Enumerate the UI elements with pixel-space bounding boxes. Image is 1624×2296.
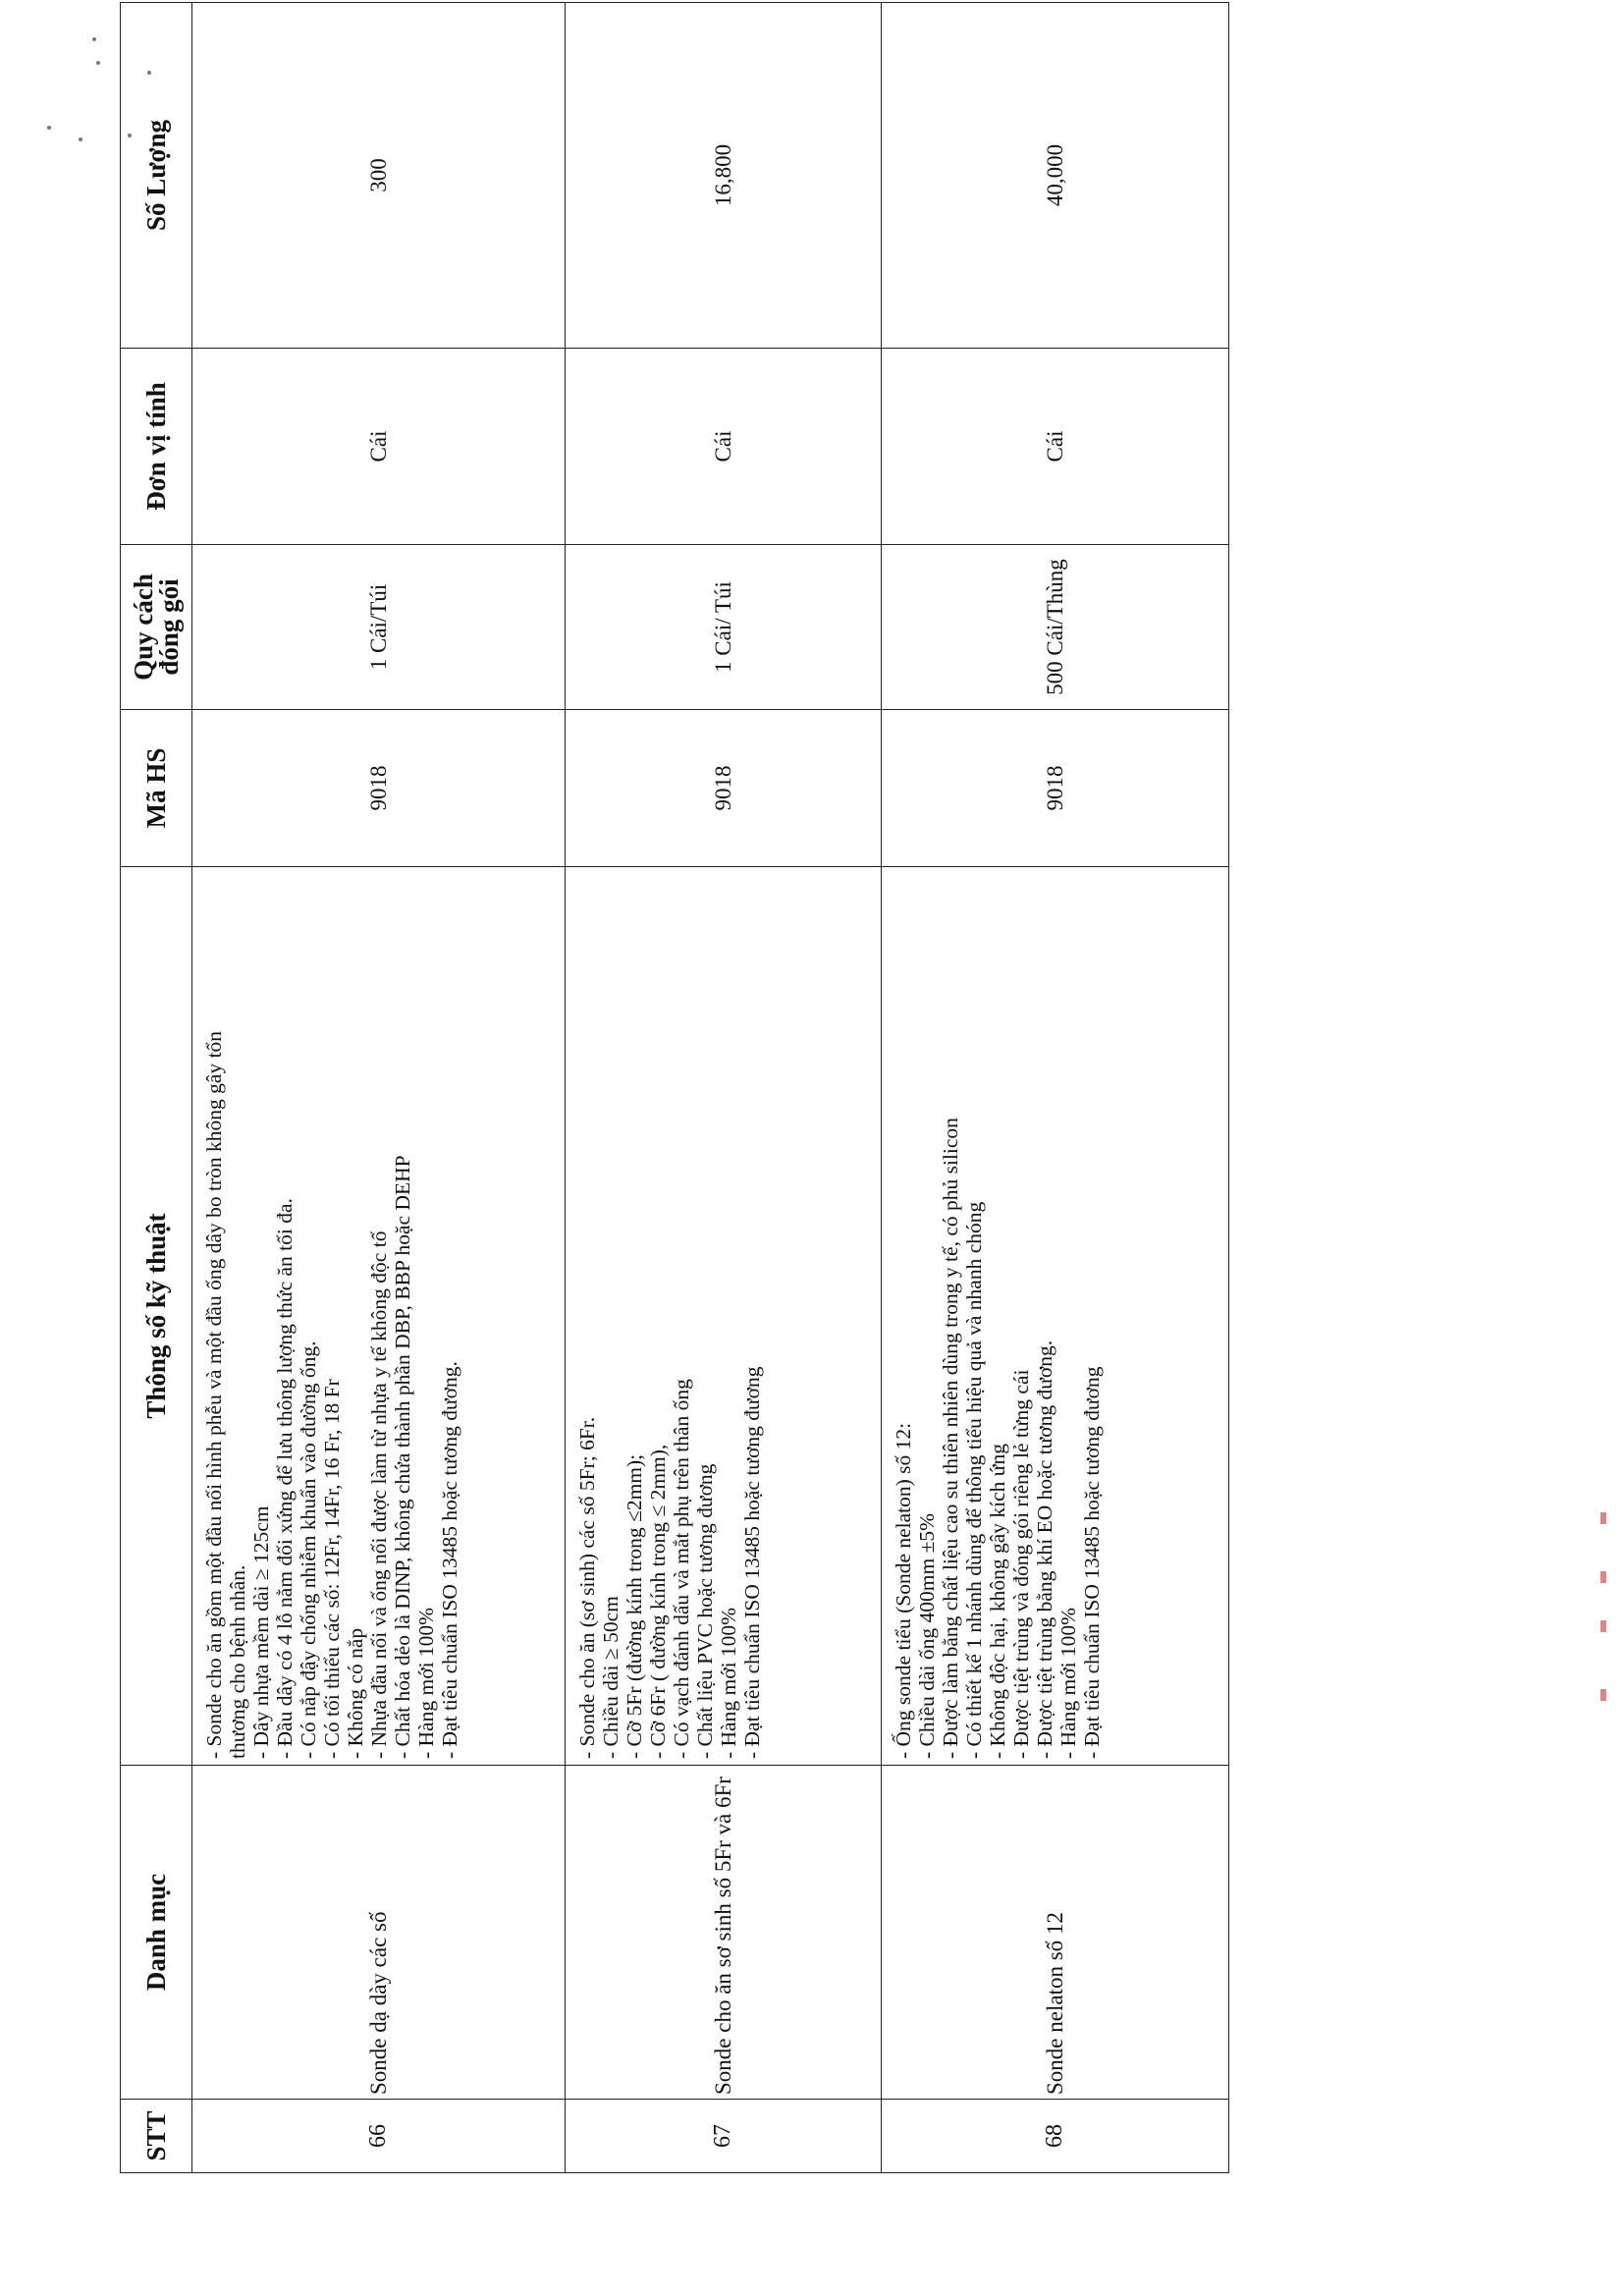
spec-line: - Đạt tiêu chuẩn ISO 13485 hoặc tương đương. (438, 1361, 461, 1759)
cell-stt: 66 (192, 2100, 566, 2173)
header-don-vi: Đơn vị tính (121, 349, 192, 545)
cell-so-luong: 40,000 (882, 3, 1229, 349)
spec-line: - Không có nắp (344, 1627, 367, 1759)
spec-line: - Chất liệu PVC hoặc tương đương (693, 1463, 717, 1759)
cell-stt: 67 (566, 2100, 882, 2173)
header-quy-cach: Quy cách đóng gói (121, 545, 192, 710)
product-spec-table (120, 2, 1229, 2173)
spec-line: - Cỡ 5Fr (đường kính trong ≤2mm); (623, 1453, 646, 1759)
cell-quy-cach: 500 Cái/Thùng (882, 545, 1229, 710)
rotated-table-container (120, 3, 1229, 2173)
header-thong-so: Thông số kỹ thuật (121, 867, 192, 1766)
spec-line: - Hàng mới 100% (1056, 1607, 1080, 1759)
spec-line: - Hàng mới 100% (717, 1607, 740, 1759)
cell-don-vi: Cái (882, 349, 1229, 545)
table-header-row (121, 3, 192, 2173)
cell-so-luong: 16,800 (566, 3, 882, 349)
header-stt: STT (121, 2100, 192, 2173)
table-row (192, 3, 566, 2173)
scan-edge-marks (1600, 1512, 1610, 1709)
spec-line: - Ống sonde tiểu (Sonde nelaton) số 12: (892, 1422, 915, 1759)
cell-ma-hs: 9018 (192, 710, 566, 867)
spec-line: - Nhựa đầu nối và ống nối được làm từ nhựa y tế không độc tố (367, 1230, 391, 1759)
spec-line: - Sonde cho ăn (sơ sinh) các số 5Fr; 6Fr. (575, 1416, 599, 1759)
spec-line: - Chất hóa dẻo là DINP, không chứa thành phần DBP, BBP hoặc DEHP (391, 1155, 414, 1759)
spec-line: - Đạt tiêu chuẩn ISO 13485 hoặc tương đương (1080, 1366, 1104, 1759)
spec-line: - Không độc hại, không gây kích ứng (986, 1444, 1009, 1759)
header-ma-hs: Mã HS (121, 710, 192, 867)
spec-line: - Dây nhựa mềm dài ≥ 125cm (249, 1505, 273, 1759)
cell-quy-cach: 1 Cái/Túi (192, 545, 566, 710)
spec-line: - Chiều dài ≥ 50cm (599, 1596, 623, 1759)
spec-line: - Được tiệt trùng và đóng gói riêng lẻ từng cái (1009, 1369, 1033, 1759)
cell-quy-cach: 1 Cái/ Túi (566, 545, 882, 710)
cell-ma-hs: 9018 (882, 710, 1229, 867)
cell-danh-muc: Sonde dạ dày các số (192, 1766, 566, 2100)
spec-line: thương cho bệnh nhân. (226, 1564, 249, 1759)
spec-line: - Chiều dài ống 400mm ±5% (915, 1512, 939, 1759)
spec-line: - Có thiết kế 1 nhánh dùng để thông tiểu hiệu quả và nhanh chóng (962, 1201, 986, 1759)
spec-line: - Có vạch đánh dấu và mắt phụ trên thân ống (670, 1379, 693, 1759)
spec-line: - Có nắp đậy chống nhiễm khuẩn vào đường ống. (297, 1340, 320, 1759)
spec-line: - Hàng mới 100% (414, 1607, 438, 1759)
cell-don-vi: Cái (192, 349, 566, 545)
cell-ma-hs: 9018 (566, 710, 882, 867)
spec-line: - Đạt tiêu chuẩn ISO 13485 hoặc tương đương (740, 1366, 764, 1759)
spec-line: - Sonde cho ăn gồm một đầu nối hình phễu và một đầu ống dây bo tròn không gây tổn (202, 1030, 226, 1759)
cell-danh-muc: Sonde cho ăn sơ sinh số 5Fr và 6Fr (566, 1766, 882, 2100)
cell-thong-so (566, 867, 882, 1766)
cell-thong-so (882, 867, 1229, 1766)
table-row (566, 3, 882, 2173)
cell-don-vi: Cái (566, 349, 882, 545)
spec-line: - Được làm bằng chất liệu cao su thiên nhiên dùng trong y tế, có phủ silicon (939, 1118, 962, 1759)
header-so-luong: Số Lượng (121, 3, 192, 349)
header-danh-muc: Danh mục (121, 1766, 192, 2100)
table-row (882, 3, 1229, 2173)
cell-stt: 68 (882, 2100, 1229, 2173)
spec-line: - Có tối thiểu các số: 12Fr, 14Fr, 16 Fr, 18 Fr (320, 1379, 344, 1759)
spec-line: - Cỡ 6Fr ( đường kính trong ≤ 2mm), (646, 1444, 670, 1759)
cell-so-luong: 300 (192, 3, 566, 349)
cell-danh-muc: Sonde nelaton số 12 (882, 1766, 1229, 2100)
spec-line: - Đầu dây có 4 lỗ nằm đối xứng để lưu thông lượng thức ăn tối đa. (273, 1198, 297, 1759)
cell-thong-so (192, 867, 566, 1766)
spec-line: - Được tiệt trùng bằng khí EO hoặc tương đương. (1033, 1339, 1056, 1759)
